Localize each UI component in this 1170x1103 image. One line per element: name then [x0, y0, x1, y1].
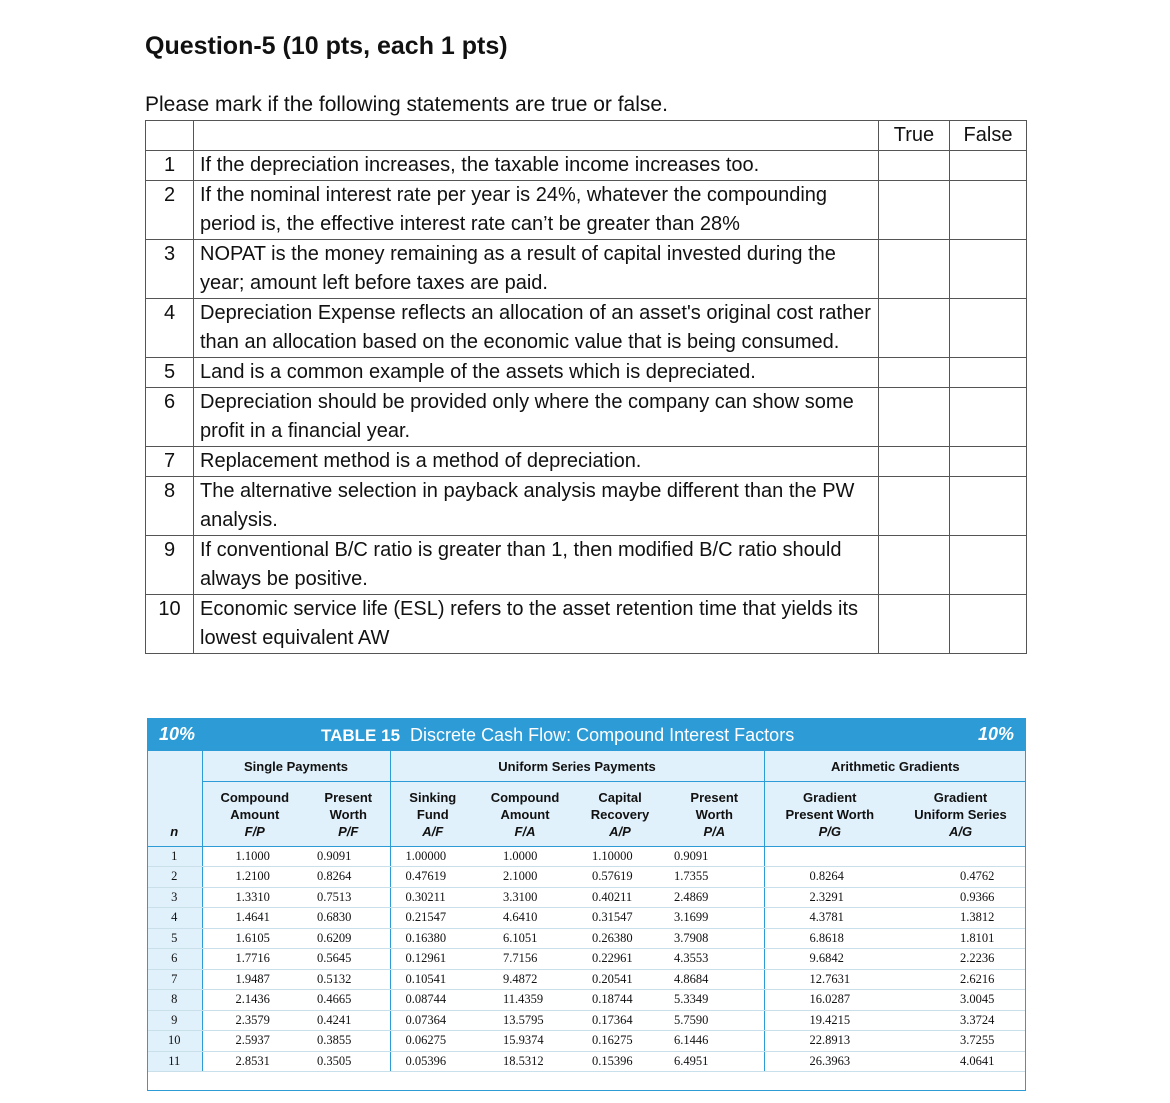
factor-cell: 0.21547	[390, 908, 475, 929]
column-symbol: F/A	[514, 823, 536, 839]
table-label: TABLE 15	[321, 726, 401, 745]
statement-number: 10	[146, 595, 194, 654]
statement-text: Depreciation should be provided only where the company can show some profit in a financial year.	[194, 388, 879, 447]
factor-cell: 3.3100	[475, 887, 575, 908]
column-name-line2: Worth	[329, 806, 367, 822]
factor-column-header	[895, 782, 1026, 847]
column-name-line1: Compound	[490, 789, 560, 805]
compound-interest-factor-table	[147, 718, 1026, 1072]
factor-cell	[895, 846, 1026, 867]
period-cell: 4	[147, 908, 202, 929]
table-row	[147, 846, 1026, 867]
factor-cell: 2.8531	[202, 1051, 307, 1072]
factor-column-header	[764, 782, 895, 847]
question-title: Question-5 (10 pts, each 1 pts)	[145, 32, 508, 60]
factor-cell: 1.2100	[202, 867, 307, 888]
statement-text: If conventional B/C ratio is greater than 1, then modified B/C ratio should always be positive.	[194, 536, 879, 595]
column-name-line2: Worth	[695, 806, 733, 822]
table-row	[147, 887, 1026, 908]
factor-cell: 1.00000	[390, 846, 475, 867]
statement-number: 7	[146, 447, 194, 477]
header-blank-statement	[194, 121, 879, 151]
false-checkbox-cell[interactable]	[950, 299, 1027, 358]
column-symbol: F/P	[244, 823, 265, 839]
factor-cell: 4.8684	[665, 969, 764, 990]
factor-cell: 3.7908	[665, 928, 764, 949]
table-row	[147, 949, 1026, 970]
false-checkbox-cell[interactable]	[950, 595, 1027, 654]
n-header: n	[147, 782, 202, 847]
factor-cell: 3.1699	[665, 908, 764, 929]
factor-cell: 9.6842	[764, 949, 895, 970]
false-checkbox-cell[interactable]	[950, 536, 1027, 595]
factor-cell: 16.0287	[764, 990, 895, 1011]
rate-left: 10%	[159, 724, 196, 744]
factor-cell: 4.0641	[895, 1051, 1026, 1072]
column-symbol: A/G	[948, 823, 973, 839]
column-name-line1: Sinking	[409, 789, 457, 805]
factor-grid	[147, 751, 1026, 1072]
factor-cell: 1.6105	[202, 928, 307, 949]
statement-number: 6	[146, 388, 194, 447]
column-name-line1: Present	[324, 789, 373, 805]
table-subtitle: Discrete Cash Flow: Compound Interest Factors	[410, 725, 795, 745]
factor-cell: 1.3812	[895, 908, 1026, 929]
factor-cell: 0.07364	[390, 1010, 475, 1031]
factor-cell: 5.7590	[665, 1010, 764, 1031]
factor-cell: 18.5312	[475, 1051, 575, 1072]
true-false-table	[145, 120, 1027, 654]
factor-cell: 0.9091	[307, 846, 390, 867]
period-cell: 10	[147, 1031, 202, 1052]
column-symbol: A/F	[422, 823, 444, 839]
true-checkbox-cell[interactable]	[879, 299, 950, 358]
factor-column-header	[390, 782, 475, 847]
false-checkbox-cell[interactable]	[950, 477, 1027, 536]
statement-number: 1	[146, 151, 194, 181]
factor-cell: 1.3310	[202, 887, 307, 908]
true-checkbox-cell[interactable]	[879, 388, 950, 447]
factor-column-header	[202, 782, 307, 847]
period-cell: 6	[147, 949, 202, 970]
instruction-text: Please mark if the following statements are true or false.	[145, 93, 668, 116]
factor-cell: 0.12961	[390, 949, 475, 970]
factor-cell: 6.8618	[764, 928, 895, 949]
factor-cell: 0.26380	[575, 928, 665, 949]
factor-cell: 2.1000	[475, 867, 575, 888]
factor-cell: 4.6410	[475, 908, 575, 929]
factor-cell: 0.4665	[307, 990, 390, 1011]
column-name-line2: Fund	[416, 806, 449, 822]
statement-number: 2	[146, 181, 194, 240]
factor-cell: 6.1446	[665, 1031, 764, 1052]
table-header-row	[146, 121, 1027, 151]
factor-cell: 12.7631	[764, 969, 895, 990]
factor-cell: 2.5937	[202, 1031, 307, 1052]
period-cell: 7	[147, 969, 202, 990]
factor-cell: 0.10541	[390, 969, 475, 990]
factor-column-header	[575, 782, 665, 847]
statement-text: Economic service life (ESL) refers to the asset retention time that yields its lowest equivalent AW	[194, 595, 879, 654]
factor-cell: 13.5795	[475, 1010, 575, 1031]
factor-cell: 0.20541	[575, 969, 665, 990]
true-checkbox-cell[interactable]	[879, 151, 950, 181]
statement-text: The alternative selection in payback analysis maybe different than the PW analysis.	[194, 477, 879, 536]
period-cell: 9	[147, 1010, 202, 1031]
false-column-header: False	[950, 121, 1027, 151]
column-symbol: P/F	[338, 823, 359, 839]
factor-cell: 2.6216	[895, 969, 1026, 990]
column-name-line2: Amount	[230, 806, 280, 822]
statement-row	[146, 477, 1027, 536]
factor-cell: 2.2236	[895, 949, 1026, 970]
factor-cell: 7.7156	[475, 949, 575, 970]
statement-text: If the nominal interest rate per year is 24%, whatever the compounding period is, the effective interest rate can’t be greater than 28%	[194, 181, 879, 240]
factor-cell: 0.5132	[307, 969, 390, 990]
false-checkbox-cell[interactable]	[950, 358, 1027, 388]
table-title-bar	[147, 718, 1026, 751]
factor-cell: 0.30211	[390, 887, 475, 908]
column-name-line2: Present Worth	[785, 806, 875, 822]
group-arithmetic-gradients: Arithmetic Gradients	[764, 751, 1026, 782]
factor-cell: 1.10000	[575, 846, 665, 867]
factor-cell: 0.4241	[307, 1010, 390, 1031]
factor-cell: 0.17364	[575, 1010, 665, 1031]
factor-cell: 0.08744	[390, 990, 475, 1011]
column-name-line1: Gradient	[803, 789, 857, 805]
factor-cell: 1.1000	[202, 846, 307, 867]
factor-cell: 15.9374	[475, 1031, 575, 1052]
factor-cell: 26.3963	[764, 1051, 895, 1072]
table-row	[147, 1051, 1026, 1072]
true-checkbox-cell[interactable]	[879, 477, 950, 536]
factor-cell: 0.3505	[307, 1051, 390, 1072]
column-name-line1: Capital	[598, 789, 642, 805]
factor-cell: 0.8264	[307, 867, 390, 888]
statement-number: 9	[146, 536, 194, 595]
factor-column-header	[307, 782, 390, 847]
factor-cell: 2.1436	[202, 990, 307, 1011]
factor-cell: 0.16380	[390, 928, 475, 949]
factor-cell: 4.3781	[764, 908, 895, 929]
table-row	[147, 867, 1026, 888]
column-symbol: P/A	[703, 823, 726, 839]
factor-cell: 6.4951	[665, 1051, 764, 1072]
factor-cell: 3.3724	[895, 1010, 1026, 1031]
group-single-payments: Single Payments	[202, 751, 390, 782]
false-checkbox-cell[interactable]	[950, 240, 1027, 299]
factor-cell	[764, 846, 895, 867]
statement-number: 4	[146, 299, 194, 358]
column-name-line2: Amount	[500, 806, 550, 822]
true-checkbox-cell[interactable]	[879, 536, 950, 595]
statement-row	[146, 536, 1027, 595]
factor-cell: 11.4359	[475, 990, 575, 1011]
period-cell: 2	[147, 867, 202, 888]
factor-cell: 0.5645	[307, 949, 390, 970]
column-name-line1: Present	[690, 789, 739, 805]
factor-cell: 0.40211	[575, 887, 665, 908]
statement-number: 5	[146, 358, 194, 388]
false-checkbox-cell[interactable]	[950, 388, 1027, 447]
factor-cell: 2.3579	[202, 1010, 307, 1031]
factor-cell: 9.4872	[475, 969, 575, 990]
group-uniform-series: Uniform Series Payments	[390, 751, 764, 782]
true-column-header: True	[879, 121, 950, 151]
statement-text: Land is a common example of the assets which is depreciated.	[194, 358, 879, 388]
table-row	[147, 1010, 1026, 1031]
false-checkbox-cell[interactable]	[950, 151, 1027, 181]
statement-text: Depreciation Expense reflects an allocation of an asset's original cost rather than an allocation based on the economic value that is being consumed.	[194, 299, 879, 358]
factor-cell: 0.31547	[575, 908, 665, 929]
factor-cell: 0.8264	[764, 867, 895, 888]
factor-cell: 2.3291	[764, 887, 895, 908]
factor-cell: 0.16275	[575, 1031, 665, 1052]
rate-right: 10%	[977, 724, 1014, 744]
statement-row	[146, 181, 1027, 240]
true-checkbox-cell[interactable]	[879, 358, 950, 388]
table-title	[321, 725, 794, 746]
factor-cell: 0.7513	[307, 887, 390, 908]
column-symbol: P/G	[818, 823, 841, 839]
factor-cell: 0.22961	[575, 949, 665, 970]
statement-row	[146, 388, 1027, 447]
statement-row	[146, 447, 1027, 477]
table-row	[147, 990, 1026, 1011]
table-row	[147, 969, 1026, 990]
factor-cell: 19.4215	[764, 1010, 895, 1031]
factor-cell: 0.6209	[307, 928, 390, 949]
period-cell: 5	[147, 928, 202, 949]
factor-cell: 0.18744	[575, 990, 665, 1011]
factor-cell: 1.9487	[202, 969, 307, 990]
statement-number: 3	[146, 240, 194, 299]
statement-number: 8	[146, 477, 194, 536]
true-checkbox-cell[interactable]	[879, 595, 950, 654]
column-name-line1: Compound	[220, 789, 290, 805]
factor-cell: 3.0045	[895, 990, 1026, 1011]
factor-cell: 2.4869	[665, 887, 764, 908]
period-cell: 8	[147, 990, 202, 1011]
column-name-line2: Uniform Series	[914, 806, 1007, 822]
factor-cell: 0.05396	[390, 1051, 475, 1072]
column-name-line2: Recovery	[590, 806, 650, 822]
column-symbol: A/P	[609, 823, 631, 839]
factor-cell: 1.0000	[475, 846, 575, 867]
true-checkbox-cell[interactable]	[879, 240, 950, 299]
period-cell: 11	[147, 1051, 202, 1072]
factor-cell: 0.57619	[575, 867, 665, 888]
statement-text: NOPAT is the money remaining as a result of capital invested during the year; amount left before taxes are paid.	[194, 240, 879, 299]
statement-row	[146, 151, 1027, 181]
group-blank	[147, 751, 202, 782]
table-row	[147, 928, 1026, 949]
factor-column-header	[665, 782, 764, 847]
factor-cell: 4.3553	[665, 949, 764, 970]
factor-cell: 0.06275	[390, 1031, 475, 1052]
statement-row	[146, 595, 1027, 654]
factor-cell: 0.6830	[307, 908, 390, 929]
true-checkbox-cell[interactable]	[879, 181, 950, 240]
period-cell: 3	[147, 887, 202, 908]
factor-cell: 0.9366	[895, 887, 1026, 908]
factor-cell: 0.4762	[895, 867, 1026, 888]
factor-cell: 1.7355	[665, 867, 764, 888]
factor-cell: 0.47619	[390, 867, 475, 888]
statement-text: Replacement method is a method of depreciation.	[194, 447, 879, 477]
false-checkbox-cell[interactable]	[950, 181, 1027, 240]
factor-cell: 0.3855	[307, 1031, 390, 1052]
table-row	[147, 908, 1026, 929]
factor-cell: 5.3349	[665, 990, 764, 1011]
factor-cell: 6.1051	[475, 928, 575, 949]
factor-cell: 3.7255	[895, 1031, 1026, 1052]
column-name-line1: Gradient	[933, 789, 988, 805]
factor-cell: 1.7716	[202, 949, 307, 970]
group-header-row	[147, 751, 1026, 782]
factor-cell: 1.8101	[895, 928, 1026, 949]
statement-row	[146, 358, 1027, 388]
statement-text: If the depreciation increases, the taxable income increases too.	[194, 151, 879, 181]
false-checkbox-cell[interactable]	[950, 447, 1027, 477]
factor-cell: 1.4641	[202, 908, 307, 929]
factor-column-header	[475, 782, 575, 847]
true-checkbox-cell[interactable]	[879, 447, 950, 477]
statement-row	[146, 299, 1027, 358]
table-row	[147, 1031, 1026, 1052]
header-blank-num	[146, 121, 194, 151]
column-header-row	[147, 782, 1026, 847]
statement-row	[146, 240, 1027, 299]
factor-cell: 0.9091	[665, 846, 764, 867]
factor-cell: 0.15396	[575, 1051, 665, 1072]
factor-cell: 22.8913	[764, 1031, 895, 1052]
period-cell: 1	[147, 846, 202, 867]
